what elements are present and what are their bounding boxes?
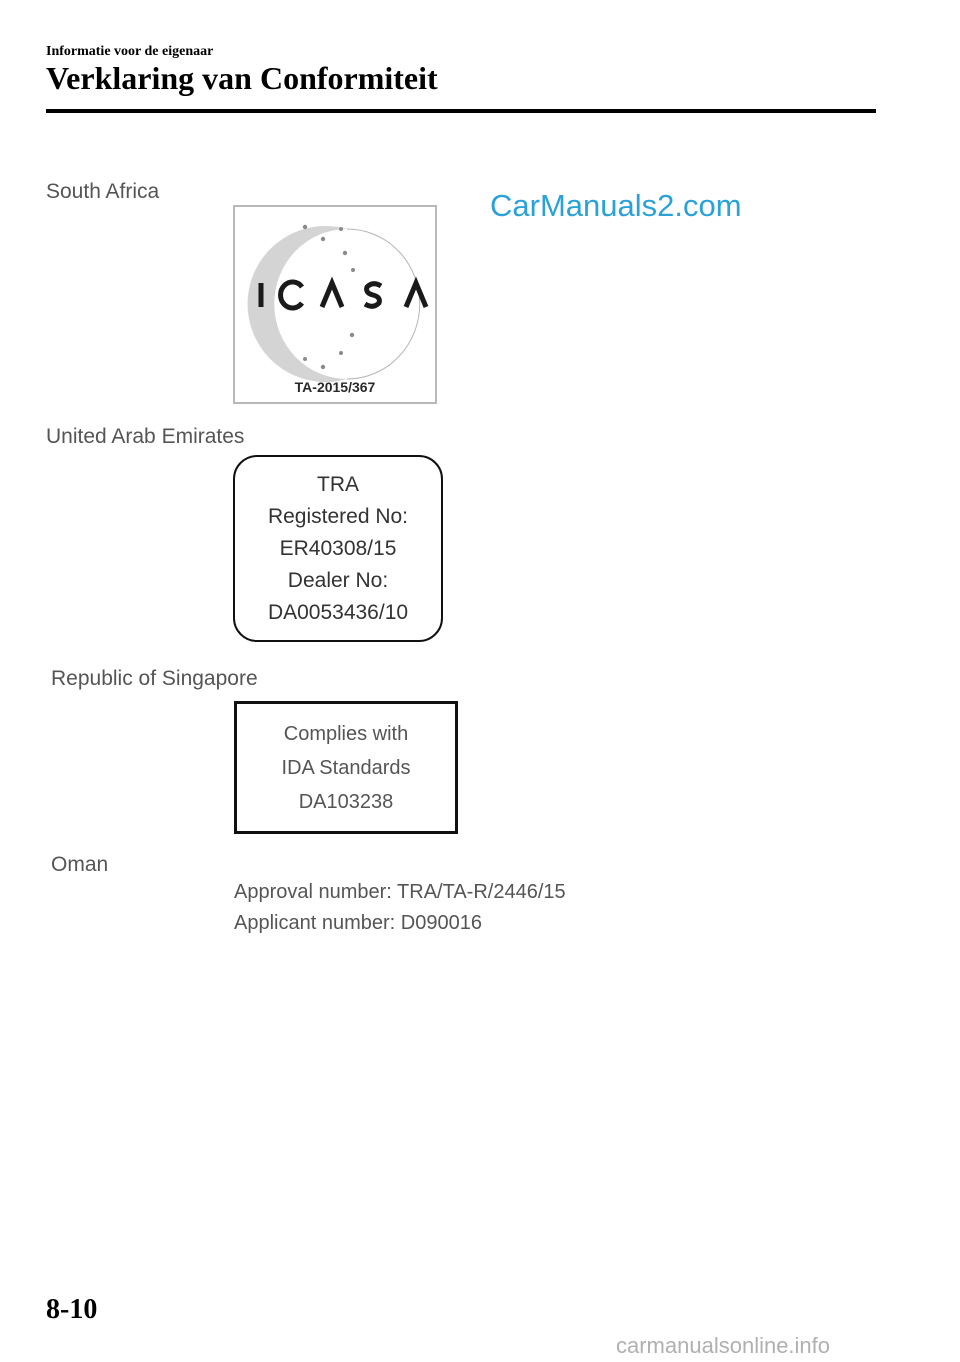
tra-line: TRA — [317, 472, 359, 496]
page-title: Verklaring van Conformiteit — [46, 60, 438, 96]
oman-label: Oman — [51, 853, 109, 876]
ida-line: IDA Standards — [281, 756, 411, 779]
singapore-label: Republic of Singapore — [51, 667, 258, 690]
tra-line: Registered No: — [267, 504, 409, 528]
footer-watermark-link[interactable]: carmanualsonline.info — [616, 1333, 831, 1358]
oman-approval-number: Approval number: TRA/TA-R/2446/15 — [234, 881, 566, 903]
page-number: 8-10 — [46, 1294, 98, 1325]
tra-line: DA0053436/10 — [267, 600, 409, 624]
icasa-approval-mark — [233, 205, 437, 404]
uae-label: United Arab Emirates — [46, 425, 245, 448]
tra-line: Dealer No: — [287, 568, 389, 592]
watermark-link[interactable]: CarManuals2.com — [490, 188, 742, 223]
section-supertitle: Informatie voor de eigenaar — [46, 44, 214, 59]
icasa-approval-ref: TA-2015/367 — [294, 379, 376, 395]
tra-line: ER40308/15 — [279, 536, 397, 560]
ida-line: DA103238 — [298, 790, 394, 813]
tra-registration-mark — [233, 455, 443, 642]
south-africa-label: South Africa — [46, 180, 160, 203]
icasa-logo — [235, 207, 435, 402]
ida-line: Complies with — [283, 722, 409, 745]
oman-applicant-number: Applicant number: D090016 — [234, 912, 482, 934]
header-divider — [46, 109, 876, 113]
ida-compliance-mark — [234, 701, 458, 834]
